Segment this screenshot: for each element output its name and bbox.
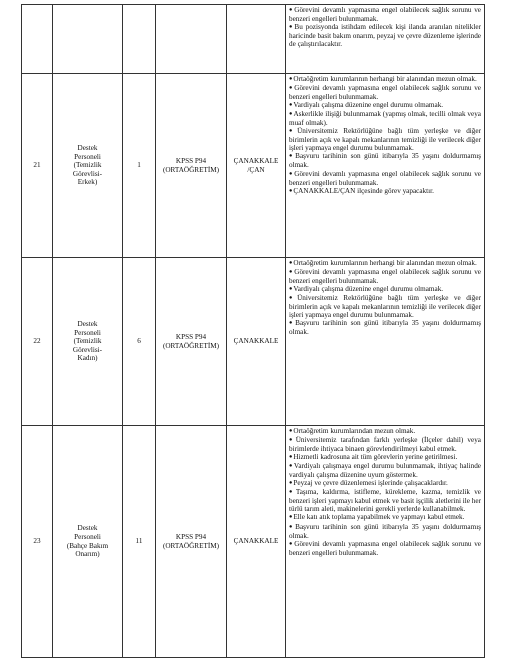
- position-title-line: Personeli: [74, 152, 101, 161]
- job-positions-table: [21, 4, 485, 658]
- position-title-line: (Temizlik: [73, 337, 102, 346]
- position-count: 1: [123, 74, 156, 258]
- row-number: 23: [22, 426, 53, 658]
- location-line: ÇANAKKALE: [233, 337, 279, 346]
- requirement-item: ● Başvuru tarihinin son günü itibarıyla 35 yaşını doldurmamış olmak.: [289, 523, 481, 540]
- exam-type: [156, 258, 227, 426]
- requirement-item: ● Görevini devamlı yapmasına engel olabilecek sağlık sorunu ve benzeri engelleri bulunmamak.: [289, 6, 481, 23]
- requirement-item: ● Üniversitemiz Rektörlüğüne bağlı tüm yerleşke ve diğer birimlerin açık ve kapalı mekanlarının temizliği ile verilecek diğer işleri yapmaya engel durumu bulunmamak.: [289, 294, 481, 319]
- requirement-item: ● Askerlikle ilişiği bulunmamak (yapmış olmak, tecilli olmak veya muaf olmak).: [289, 110, 481, 127]
- requirement-item: ● Üniversitemiz Rektörlüğüne bağlı tüm yerleşke ve diğer birimlerin açık ve kapalı mekanlarının temizliği ile verilecek diğer işleri yapmaya engel durumu bulunmamak.: [289, 127, 481, 152]
- requirements: [286, 5, 485, 74]
- exam-line: (ORTAÖĞRETİM): [162, 541, 220, 550]
- row-number: 21: [22, 74, 53, 258]
- location-line: /ÇAN: [247, 165, 265, 174]
- position-title-line: Görevlisi-: [72, 345, 103, 354]
- requirement-item: ● Görevini devamlı yapmasına engel olabilecek sağlık sorunu ve benzeri engelleri bulunmamak.: [289, 84, 481, 101]
- position-title-line: (Temizlik: [73, 161, 102, 170]
- exam-line: KPSS P94: [175, 156, 207, 165]
- location-line: ÇANAKKALE: [233, 537, 279, 546]
- exam-line: (ORTAÖĞRETİM): [162, 341, 220, 350]
- position-title: [53, 426, 123, 658]
- table-row: [22, 258, 485, 426]
- position-count: 11: [123, 426, 156, 658]
- position-title-line: Destek: [77, 144, 98, 153]
- position-title-line: Onarım): [75, 550, 100, 559]
- position-title-line: Erkek): [77, 178, 98, 187]
- location: [227, 258, 286, 426]
- position-title: [53, 74, 123, 258]
- requirement-item: ● Ortaöğretim kurumlarının herhangi bir alanından mezun olmak.: [289, 75, 481, 84]
- table-row: [22, 74, 485, 258]
- table-row: [22, 5, 485, 74]
- requirement-item: ● Hizmetli kadrosuna ait tüm görevlerin yerine getirilmesi.: [289, 453, 481, 462]
- requirements: [286, 426, 485, 658]
- row-number: [22, 5, 53, 74]
- row-number: 22: [22, 258, 53, 426]
- location: [227, 5, 286, 74]
- exam-line: KPSS P94: [175, 532, 207, 541]
- position-title-line: Personeli: [74, 328, 101, 337]
- position-count: 6: [123, 258, 156, 426]
- requirement-item: ● Bu pozisyonda istihdam edilecek kişi ilanda aranılan nitelikler haricinde basit bakım onarım, peyzaj ve çevre düzenleme işlerinde de çalıştırılacaktır.: [289, 23, 481, 48]
- requirement-item: ● Görevini devamlı yapmasına engel olabilecek sağlık sorunu ve benzeri engelleri bulunmamak.: [289, 540, 481, 557]
- location-line: ÇANAKKALE: [233, 156, 279, 165]
- requirement-item: ● Ortaöğretim kurumlarından mezun olmak.: [289, 427, 481, 436]
- requirement-item: ● Ortaöğretim kurumlarının herhangi bir alanından mezun olmak.: [289, 259, 481, 268]
- requirement-item: ● Vardiyalı çalışma düzenine engel durumu olmamak.: [289, 101, 481, 110]
- requirement-item: ● Taşıma, kaldırma, istifleme, kürekleme, kazma, temizlik ve benzeri işleri yapmayı kabul etmek ve basit işçilik aletlerini ile her türlü tarım aleti, makinelerini gerekli yerlerde kullanabilmek.: [289, 488, 481, 513]
- requirements: [286, 258, 485, 426]
- position-title-line: Personeli: [74, 532, 101, 541]
- position-title: [53, 5, 123, 74]
- requirement-item: ● Başvuru tarihinin son günü itibarıyla 35 yaşını doldurmamış olmak.: [289, 152, 481, 169]
- table-row: [22, 426, 485, 658]
- location: [227, 74, 286, 258]
- exam-type: [156, 426, 227, 658]
- requirement-item: ● Elle katı atık toplama yapabilmek ve yapmayı kabul etmek.: [289, 513, 481, 522]
- position-title-line: Destek: [77, 524, 98, 533]
- requirements: [286, 74, 485, 258]
- exam-line: (ORTAÖĞRETİM): [162, 165, 220, 174]
- exam-type: [156, 74, 227, 258]
- position-title-line: Kadın): [77, 354, 98, 363]
- position-title-line: Destek: [77, 320, 98, 329]
- requirement-item: ● Vardiyalı çalışmaya engel durumu bulunmamak, ihtiyaç halinde vardiyalı çalışma düzenine uyum göstermek.: [289, 462, 481, 479]
- exam-line: KPSS P94: [175, 332, 207, 341]
- location: [227, 426, 286, 658]
- position-title: [53, 258, 123, 426]
- requirement-item: ● Başvuru tarihinin son günü itibarıyla 35 yaşını doldurmamış olmak.: [289, 319, 481, 336]
- requirement-item: ● Görevini devamlı yapmasına engel olabilecek sağlık sorunu ve benzeri engelleri bulunmamak.: [289, 170, 481, 187]
- requirement-item: ● Görevini devamlı yapmasına engel olabilecek sağlık sorunu ve benzeri engelleri bulunmamak.: [289, 268, 481, 285]
- requirement-item: ● ÇANAKKALE/ÇAN ilçesinde görev yapacaktır.: [289, 187, 481, 196]
- exam-type: [156, 5, 227, 74]
- requirement-item: ● Vardiyalı çalışma düzenine engel durumu olmamak.: [289, 285, 481, 294]
- position-title-line: (Bahçe Bakım: [66, 541, 109, 550]
- requirement-item: ● Peyzaj ve çevre düzenlemesi işlerinde çalışacaklardır.: [289, 479, 481, 488]
- position-title-line: Görevlisi-: [72, 169, 103, 178]
- position-count: [123, 5, 156, 74]
- requirement-item: ● Üniversitemiz tarafından farklı yerleşke (İlçeler dahil) veya birimlerde ihtiyaca binaen görevlendirilmeyi kabul etmek.: [289, 436, 481, 453]
